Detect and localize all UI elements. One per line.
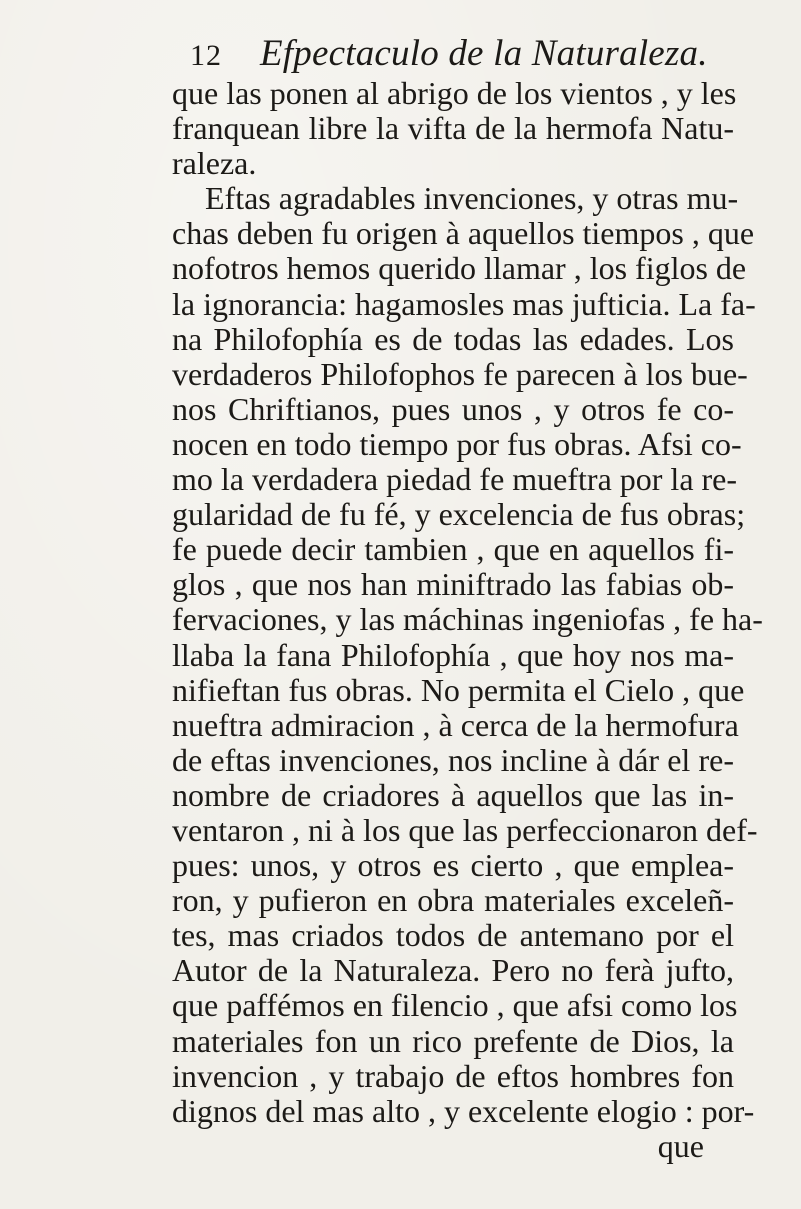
running-title: Efpectaculo de la Naturaleza. (260, 33, 708, 74)
text-line: de eftas invenciones, nos incline à dár el re- (172, 741, 734, 778)
text-line: nofotros hemos querido llamar , los figlos de (172, 250, 747, 287)
text-line: franquean libre la vifta de la hermofa Natu- (172, 110, 734, 147)
text-line: nueftra admiracion , à cerca de la hermofura (172, 706, 739, 743)
text-line: raleza. (172, 145, 257, 182)
text-line: fervaciones, y las máchinas ingeniofas , fe ha- (172, 601, 763, 638)
text-line: la ignorancia: hagamosles mas jufticia. La fa- (172, 285, 756, 322)
catchword: que (657, 1127, 704, 1164)
text-line: que las ponen al abrigo de los vientos , y les (172, 75, 737, 111)
text-line: llaba la fana Philofophía , que hoy nos ma- (172, 636, 734, 673)
body-text (172, 75, 763, 1164)
page-number: 12 (190, 39, 222, 72)
text-line: nombre de criadores à aquellos que las in- (172, 776, 734, 813)
text-line: nocen en todo tiempo por fus obras. Afsi co- (172, 425, 742, 462)
text-line: ventaron , ni à los que las perfeccionaron def- (172, 811, 758, 848)
text-line: dignos del mas alto , y excelente elogio : por- (172, 1092, 755, 1129)
text-line: ron, y pufieron en obra materiales exceleñ- (172, 882, 734, 919)
text-line: pues: unos, y otros es cierto , que emplea- (172, 847, 734, 884)
text-line: chas deben fu origen à aquellos tiempos , que (172, 215, 755, 252)
text-line: fe puede decir tambien , que en aquellos fi- (172, 531, 734, 568)
text-line: Eftas agradables invenciones, y otras mu- (205, 180, 739, 217)
text-line: materiales fon un rico prefente de Dios, la (172, 1022, 734, 1059)
text-line: mo la verdadera piedad fe mueftra por la re- (172, 461, 738, 498)
text-line: glos , que nos han miniftrado las fabias ob- (172, 566, 734, 603)
text-line: gularidad de fu fé, y excelencia de fus obras; (172, 496, 746, 533)
text-line: invencion , y trabajo de eftos hombres fon (172, 1057, 734, 1094)
text-line: verdaderos Philofophos fe parecen à los bue- (172, 355, 748, 392)
text-line: tes, mas criados todos de antemano por el (172, 917, 734, 954)
page-header (190, 32, 708, 76)
text-line: que paffémos en filencio , que afsi como los (172, 987, 738, 1024)
text-line: Autor de la Naturaleza. Pero no ferà jufto, (172, 952, 734, 989)
text-line: na Philofophía es de todas las edades. Los (172, 320, 734, 357)
text-line: nos Chriftianos, pues unos , y otros fe co- (172, 390, 734, 427)
text-line: nifieftan fus obras. No permita el Cielo , que (172, 671, 745, 708)
